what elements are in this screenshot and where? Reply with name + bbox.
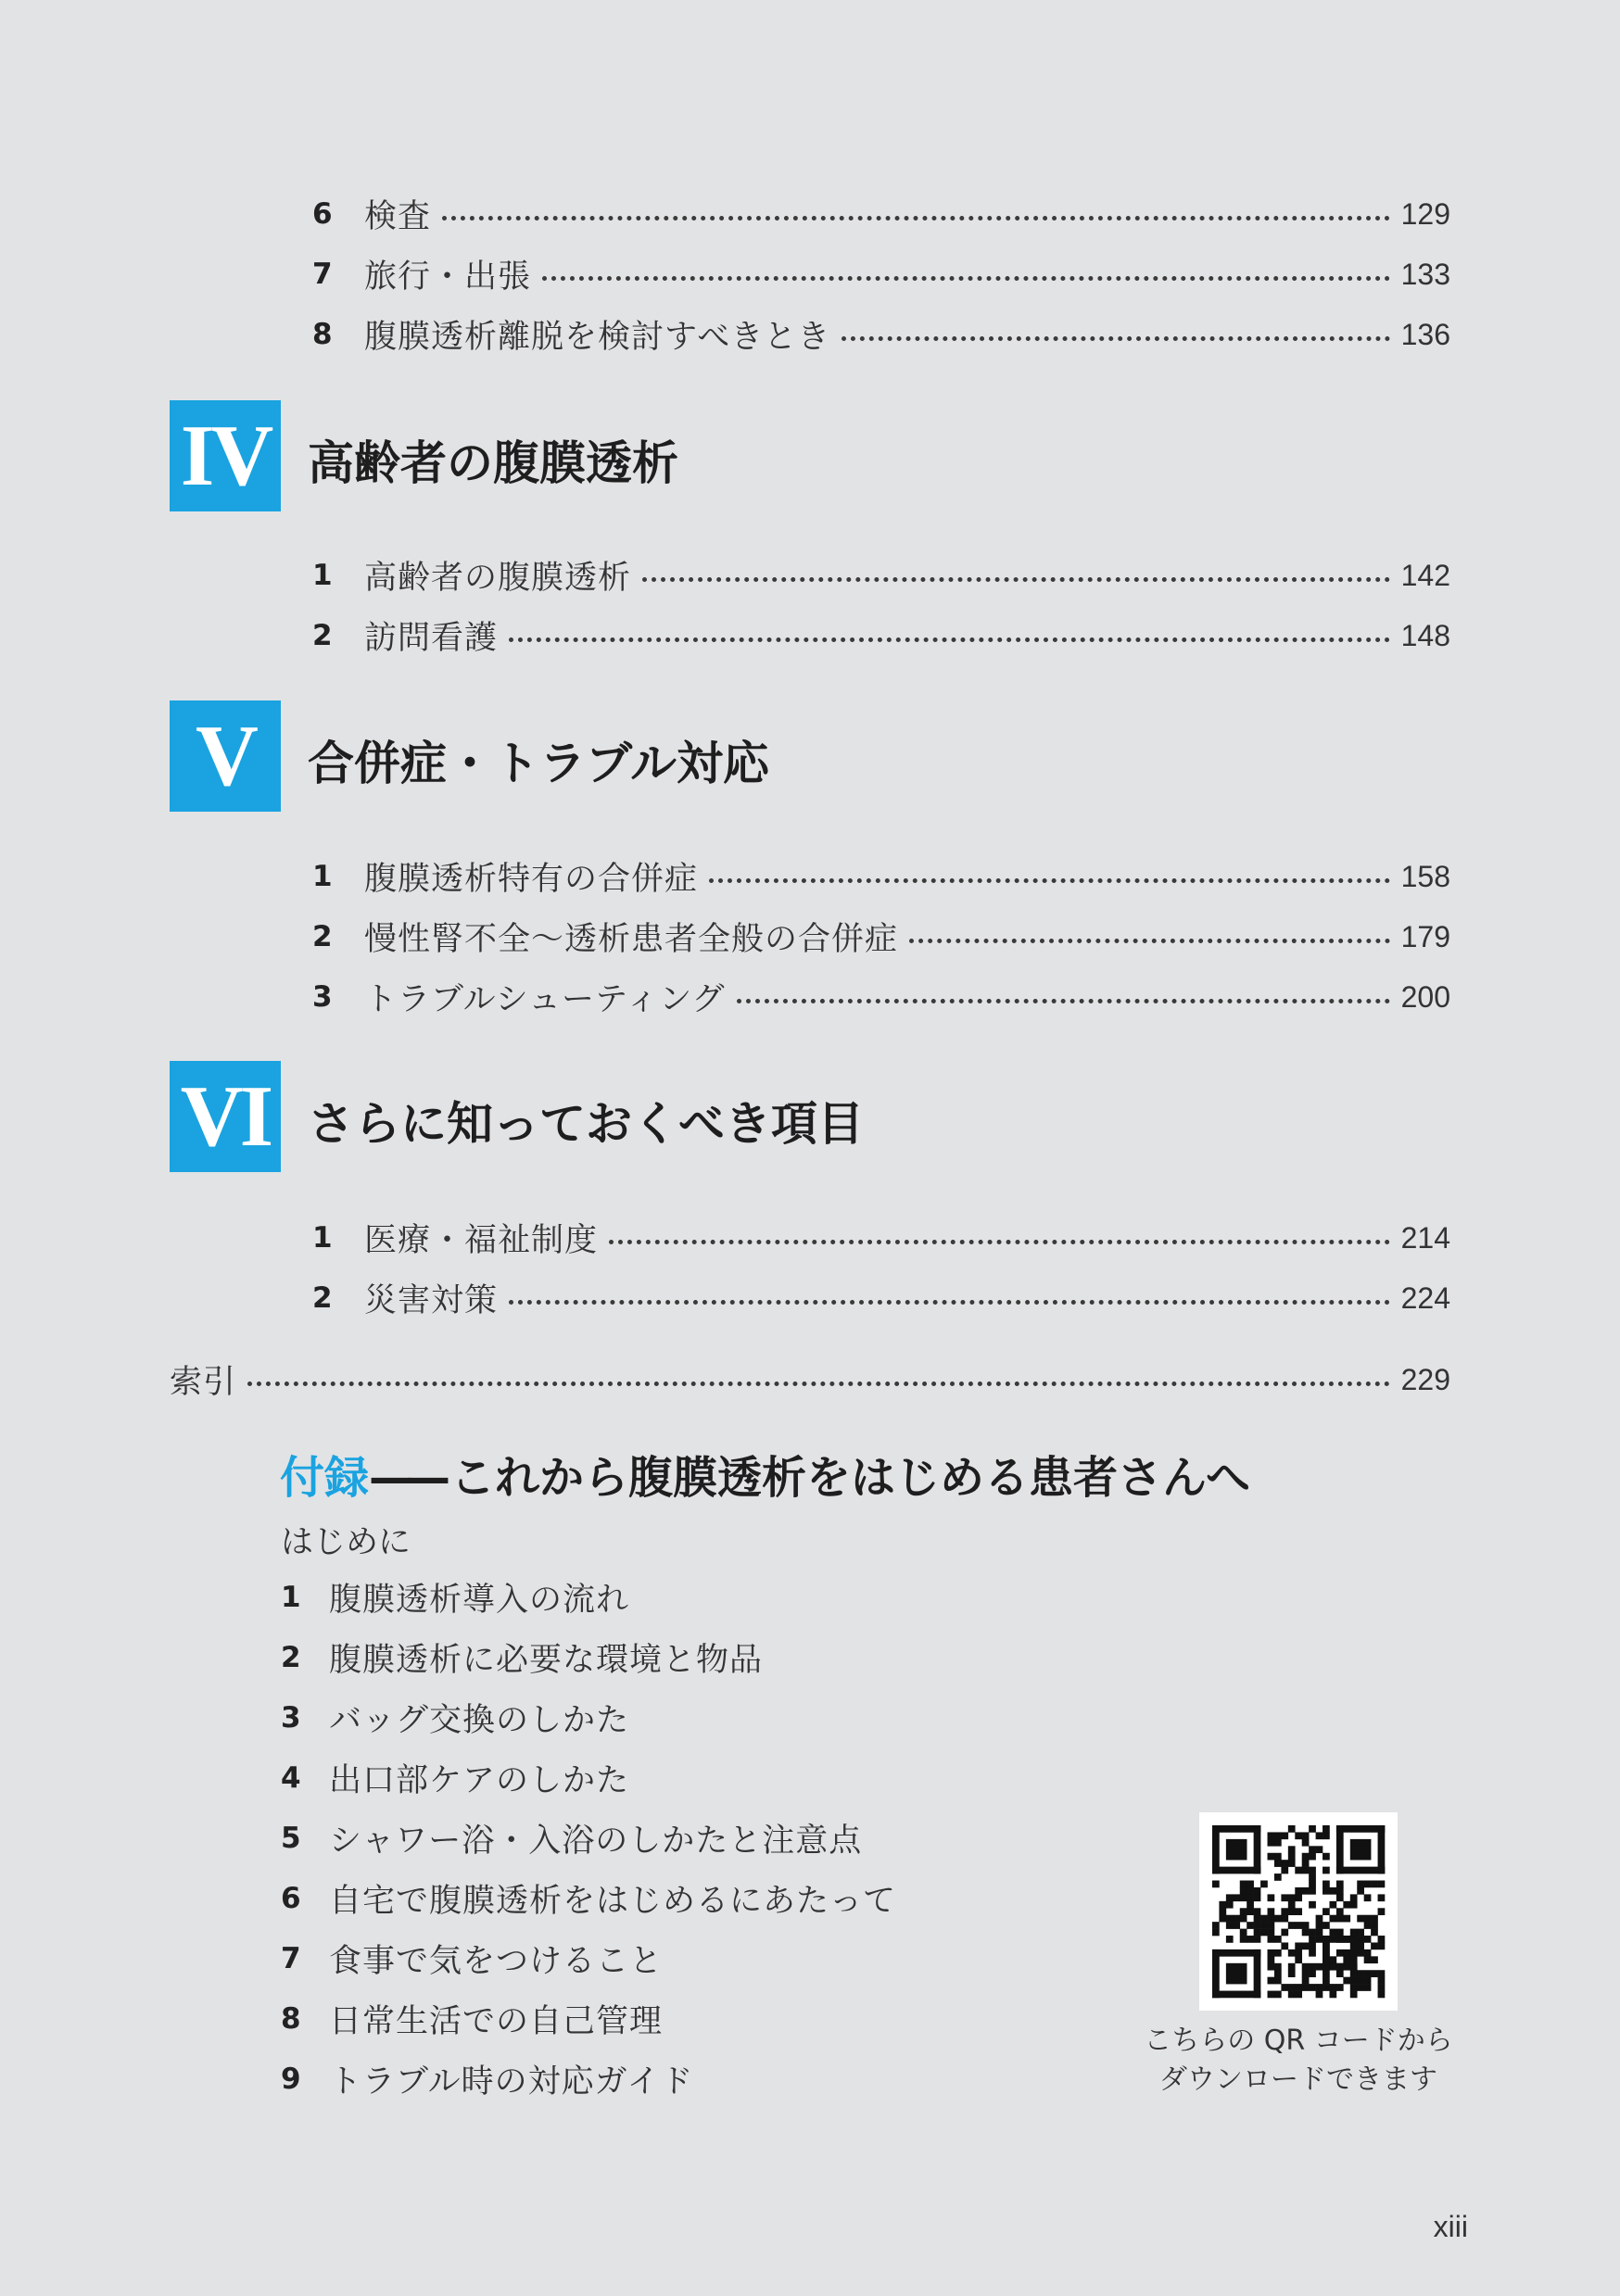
leader-dots [509,637,1390,642]
index-row[interactable] [170,1358,1450,1401]
toc-item-number: 2 [312,920,333,953]
qr-caption-line: ダウンロードできます [1159,2063,1437,2096]
appendix-item-title: トラブル時の対応ガイド [329,2063,694,2100]
appendix-item[interactable] [281,1937,663,1980]
leader-dots [909,939,1390,943]
appendix-item[interactable] [281,1817,862,1860]
appendix-dash: —— [369,1452,444,1504]
toc-item-number: 1 [312,559,333,592]
appendix-item-number: 9 [281,2063,301,2096]
qr-code-image [1199,1812,1398,2011]
page-number: xiii [1433,2210,1468,2243]
toc-item-number: 2 [312,1281,333,1315]
toc-item-title: 高齢者の腹膜透析 [364,560,632,597]
appendix-item-number: 7 [281,1942,301,1975]
toc-item-page: 158 [1400,859,1450,893]
toc-item-number: 1 [312,860,333,893]
appendix-item-title: バッグ交換のしかた [329,1702,630,1739]
index-title: 索引 [170,1364,237,1401]
toc-item-page: 224 [1400,1280,1450,1315]
appendix-item[interactable] [281,1576,629,1619]
qr-code[interactable] [1199,1812,1398,2011]
part-title[interactable]: 高齢者の腹膜透析 [308,436,678,490]
appendix-item-number: 3 [281,1701,301,1735]
leader-dots [442,216,1390,221]
appendix-item-number: 6 [281,1882,301,1915]
toc-item-page: 179 [1400,919,1450,953]
toc-item-title: 旅行・出張 [364,259,532,296]
appendix-item-title: 自宅で腹膜透析をはじめるにあたって [329,1883,897,1920]
leader-dots [737,999,1390,1003]
appendix-item-title: 食事で気をつけること [329,1943,664,1980]
toc-item-title: 医療・福祉制度 [364,1222,599,1259]
toc-item-page: 142 [1400,558,1450,592]
appendix-item-number: 5 [281,1822,301,1855]
part-numeral-badge: IV [170,400,281,511]
qr-caption-line: こちらの QR コードから [1144,2025,1453,2057]
toc-item-title: 検査 [364,198,432,235]
toc-item-page: 148 [1400,618,1450,652]
appendix-item-title: 腹膜透析に必要な環境と物品 [329,1642,764,1679]
toc-row[interactable] [312,915,1450,958]
toc-row[interactable] [312,554,1450,597]
toc-item-number: 6 [312,197,333,231]
toc-row[interactable] [312,614,1450,657]
appendix-item-number: 2 [281,1641,301,1674]
toc-item-number: 7 [312,258,333,291]
appendix-title: これから腹膜透析をはじめる患者さんへ [450,1452,1251,1504]
toc-row[interactable] [312,313,1450,356]
toc-row[interactable] [312,193,1450,235]
appendix-label: 付録 [280,1452,370,1504]
appendix-item-title: 腹膜透析導入の流れ [329,1582,630,1619]
appendix-item-number: 1 [281,1581,301,1614]
leader-dots [609,1240,1390,1244]
appendix-item[interactable] [281,1697,629,1739]
leader-dots [642,577,1390,582]
leader-dots [509,1300,1390,1305]
appendix-item[interactable] [281,1757,629,1799]
toc-item-title: 腹膜透析特有の合併症 [364,861,699,898]
toc-item-page: 214 [1400,1220,1450,1255]
appendix-item-number: 8 [281,2002,301,2036]
toc-item-title: トラブルシューティング [364,981,726,1018]
appendix-item[interactable] [281,1998,663,2040]
toc-item-number: 8 [312,318,333,351]
part-numeral-badge: VI [170,1061,281,1172]
part-title[interactable]: 合併症・トラブル対応 [308,737,769,790]
index-page: 229 [1400,1362,1450,1396]
toc-item-title: 腹膜透析離脱を検討すべきとき [364,319,831,356]
leader-dots [842,336,1389,341]
appendix-item[interactable] [281,2058,694,2100]
appendix-heading[interactable] [280,1442,1250,1506]
toc-item-number: 2 [312,619,333,652]
toc-item-page: 129 [1400,196,1450,231]
leader-dots [247,1381,1390,1386]
appendix-item[interactable] [281,1877,896,1920]
qr-caption [1129,2022,1468,2100]
toc-item-page: 136 [1400,317,1450,351]
toc-item-page: 200 [1400,979,1450,1014]
toc-item-title: 災害対策 [364,1282,499,1319]
toc-row[interactable] [312,253,1450,296]
toc-row[interactable] [312,976,1450,1018]
appendix-item[interactable] [281,1636,763,1679]
appendix-item-title: 日常生活での自己管理 [329,2003,664,2040]
appendix-intro: はじめに [281,1524,411,1561]
toc-item-page: 133 [1400,257,1450,291]
toc-row[interactable] [312,1217,1450,1259]
appendix-item-number: 4 [281,1761,301,1795]
toc-item-title: 訪問看護 [364,620,499,657]
leader-dots [542,276,1390,281]
toc-item-number: 3 [312,980,333,1014]
toc-item-title: 慢性腎不全〜透析患者全般の合併症 [364,921,899,958]
part-title[interactable]: さらに知っておくべき項目 [308,1097,864,1151]
part-numeral-badge: V [170,700,281,812]
leader-dots [709,878,1390,883]
toc-row[interactable] [312,1277,1450,1319]
toc-row[interactable] [312,855,1450,898]
appendix-item-title: シャワー浴・入浴のしかたと注意点 [329,1823,863,1860]
appendix-item-title: 出口部ケアのしかた [329,1762,630,1799]
toc-item-number: 1 [312,1221,333,1255]
